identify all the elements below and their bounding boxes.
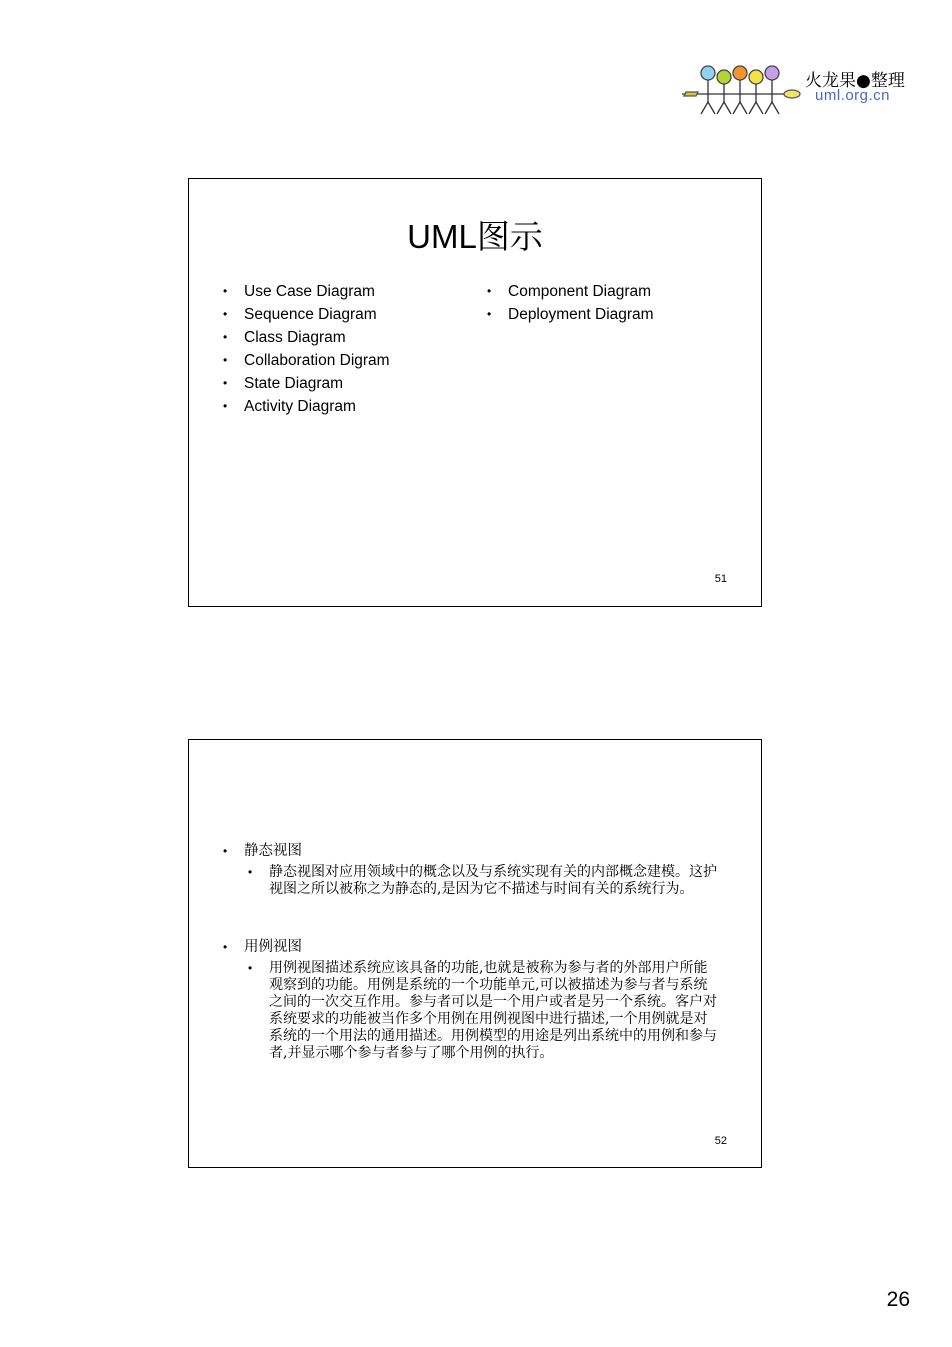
- diagram-list-left: [223, 280, 390, 418]
- list-item-label: Deployment Diagram: [508, 306, 654, 323]
- logo-head-icon: [701, 66, 715, 80]
- section-heading: [223, 938, 723, 957]
- list-item-label: Use Case Diagram: [244, 283, 375, 300]
- bullet-icon: •: [223, 307, 228, 321]
- logo-head-icon: [733, 66, 747, 80]
- bullet-icon: •: [223, 330, 228, 344]
- logo-oval-icon: [784, 90, 800, 98]
- list-item: [487, 303, 654, 326]
- bullet-icon: •: [223, 284, 228, 298]
- slide-title: UML图示: [407, 218, 543, 255]
- list-item: [223, 326, 390, 349]
- brand-url[interactable]: uml.org.cn: [815, 87, 891, 104]
- slide-52: [188, 739, 762, 1168]
- logo-tag-icon: [684, 92, 698, 96]
- section-body: [248, 960, 721, 1062]
- bullet-icon: •: [223, 940, 228, 954]
- list-item: [223, 395, 390, 418]
- list-item: [223, 303, 390, 326]
- list-item-label: State Diagram: [244, 375, 344, 392]
- bullet-icon: •: [223, 353, 228, 367]
- bullet-icon: •: [487, 284, 492, 298]
- logo-figures-icon: [680, 62, 805, 118]
- list-item: [487, 280, 654, 303]
- bullet-icon: •: [248, 865, 253, 879]
- bullet-icon: •: [248, 961, 253, 975]
- section-heading: [223, 842, 723, 861]
- bullet-icon: •: [223, 844, 228, 858]
- list-item-label: Component Diagram: [508, 283, 652, 300]
- bullet-icon: •: [487, 307, 492, 321]
- list-item-label: Sequence Diagram: [244, 306, 377, 323]
- list-item-label: Collaboration Digram: [244, 352, 390, 369]
- slide-number: 52: [714, 1135, 727, 1147]
- bullet-icon: •: [223, 399, 228, 413]
- list-item: [223, 349, 390, 372]
- bullet-icon: •: [223, 376, 228, 390]
- section-body: [248, 864, 721, 898]
- logo-head-icon: [749, 70, 763, 84]
- page-number: 26: [886, 1288, 910, 1311]
- brand-chinese: 火龙果●整理: [805, 71, 905, 91]
- list-item-label: Activity Diagram: [244, 398, 356, 415]
- heading-text: 用例视图: [244, 939, 302, 955]
- slide-51: [188, 178, 762, 607]
- body-text: 静态视图对应用领域中的概念以及与系统实现有关的内部概念建模。这护视图之所以被称之为静态的,是因为它不描述与时间有关的系统行为。: [269, 864, 717, 897]
- section-usecase-view: [223, 938, 723, 1062]
- logo-head-icon: [717, 70, 731, 84]
- header-logo: [680, 62, 920, 118]
- list-item-label: Class Diagram: [244, 329, 346, 346]
- slide-number: 51: [714, 573, 727, 585]
- list-item: [223, 372, 390, 395]
- list-item: [223, 280, 390, 303]
- body-text: 用例视图描述系统应该具备的功能,也就是被称为参与者的外部用户所能观察到的功能。用例是系统的一个功能单元,可以被描述为参与者与系统之间的一次交互作用。参与者可以是一个用户或者是另一个系统。客户对系统要求的功能被当作多个用例在用例视图中进行描述,一个用例就是对系统的一个用法的通用描述。用例模型的用途是列出系统中的用例和参与者,并显示哪个参与者参与了哪个用例的执行。: [269, 960, 717, 1061]
- section-static-view: [223, 842, 723, 898]
- diagram-list-right: [487, 280, 654, 326]
- logo-head-icon: [765, 66, 779, 80]
- heading-text: 静态视图: [244, 843, 302, 859]
